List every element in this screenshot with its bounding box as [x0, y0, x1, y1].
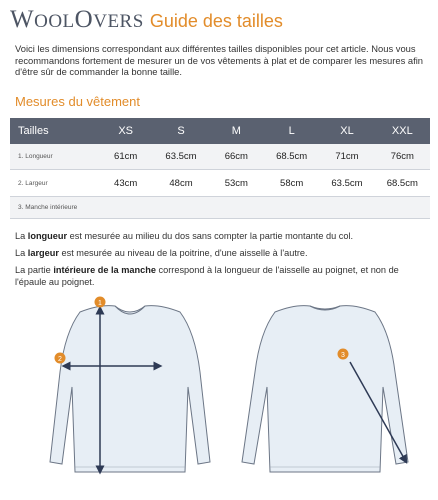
table-cell: 71cm	[335, 151, 359, 162]
table-cell: 76cm	[390, 151, 414, 162]
table-row-length	[10, 144, 430, 170]
marker-2	[55, 353, 66, 364]
table-row-sleeve	[10, 197, 430, 219]
size-table	[10, 118, 430, 219]
sweater-back	[242, 306, 408, 472]
table-cell: 61cm	[114, 151, 138, 162]
row-label: 3. Manche intérieure	[18, 204, 78, 211]
note-sleeve: La partie intérieure de la manche correspond à la longueur de l'aisselle au poignet, et non de l'épaule au poignet.	[15, 265, 399, 287]
sweater-illustration	[20, 292, 430, 482]
table-row-width	[10, 170, 430, 197]
measurement-notes	[15, 231, 425, 294]
svg-text:3: 3	[341, 352, 345, 359]
intro-text: Voici les dimensions correspondant aux différentes tailles disponibles pour cet article. Nous vous recommandons fortement de mesurer un de vos vêtements à plat et de comparer les mesures afin d'être sûr de commander la bonne taille.	[15, 43, 424, 77]
row-label: 2. Largeur	[18, 179, 48, 187]
marker-1	[95, 297, 106, 308]
header-label: Tailles	[18, 125, 49, 137]
svg-text:1: 1	[98, 300, 102, 307]
svg-text:2: 2	[58, 356, 62, 363]
note-width: La largeur est mesurée au niveau de la poitrine, d'une aisselle à l'autre.	[15, 248, 308, 259]
size-xs: XS	[118, 125, 133, 137]
page-title: Guide des tailles	[149, 11, 283, 31]
table-cell: 58cm	[280, 177, 304, 189]
table-cell: 68.5cm	[386, 177, 418, 189]
table-cell: 68.5cm	[276, 151, 308, 162]
table-cell: 48cm	[169, 177, 193, 189]
marker-3	[338, 349, 349, 360]
table-cell: 63.5cm	[165, 151, 197, 162]
table-cell: 53cm	[224, 177, 248, 189]
table-cell: 43cm	[114, 177, 138, 189]
size-xl: XL	[340, 125, 354, 137]
brand-logo: WOOLOVERS	[10, 6, 144, 33]
row-label: 1. Longueur	[18, 153, 53, 160]
size-m: M	[231, 125, 241, 137]
size-xxl: XXL	[391, 125, 413, 137]
note-length: La longueur est mesurée au milieu du dos sans compter la partie montante du col.	[15, 231, 354, 241]
size-l: L	[288, 125, 295, 137]
header	[10, 6, 283, 38]
section-title: Mesures du vêtement	[15, 94, 141, 109]
table-cell: 66cm	[224, 151, 248, 162]
size-s: S	[177, 125, 185, 137]
size-table-header	[10, 118, 430, 144]
sweater-front	[50, 306, 210, 472]
table-cell: 63.5cm	[331, 177, 363, 189]
